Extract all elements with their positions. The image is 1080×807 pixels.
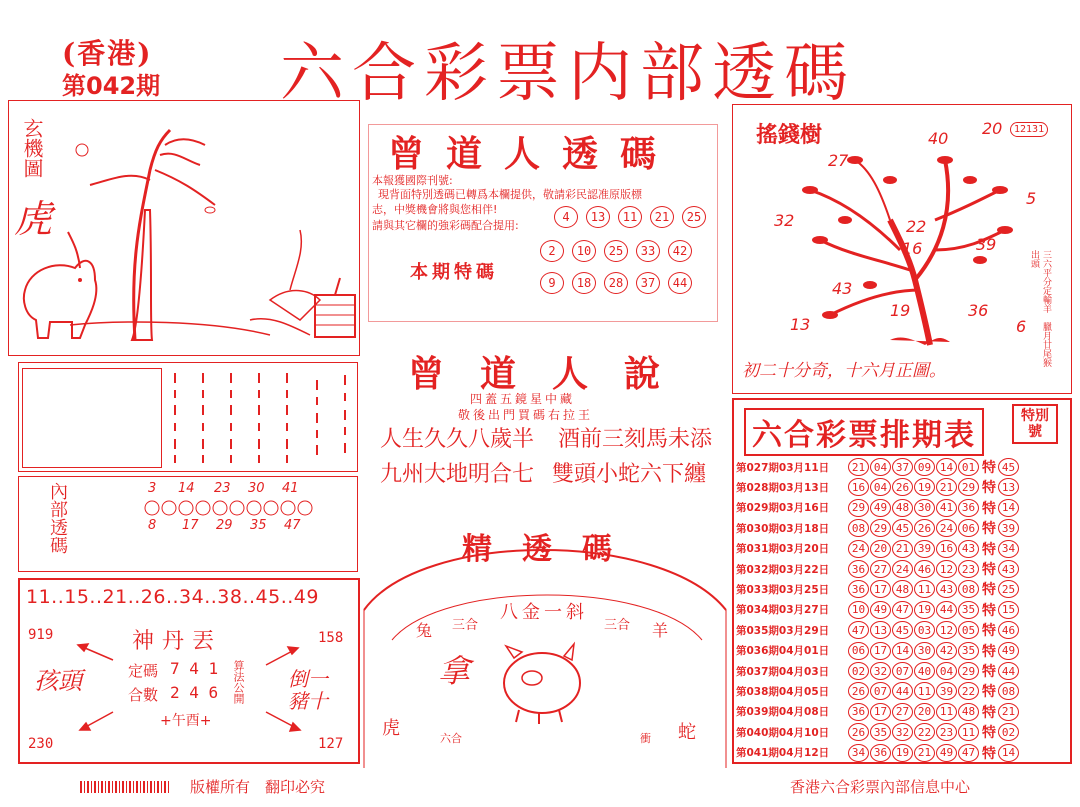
drawn-number: 36 [958,499,979,517]
drawn-number: 21 [936,478,957,496]
special-marker: 特 [982,684,996,701]
special-number: 45 [998,458,1019,476]
drawn-number: 29 [870,519,891,537]
grid-number: 11 [618,206,642,228]
schedule-row [736,559,1020,579]
method-note: 算法公開 [232,660,245,704]
drawn-number: 39 [914,540,935,558]
drawn-number: 22 [958,682,979,700]
mystery-drawing [10,110,360,355]
schedule-row [736,661,1020,681]
corner-top-right: 158 [318,630,344,646]
bottom-zodiac-note: +午酉+ [160,713,212,729]
inner-code-number: 17 [182,518,199,533]
special-marker: 特 [982,664,996,680]
drawn-number: 30 [914,499,935,517]
schedule-row [736,681,1020,701]
svg-text:13: 13 [790,315,811,334]
drawn-number: 48 [892,580,913,598]
drawn-number: 27 [870,560,891,578]
draw-date-label: 第037期04月03日 [736,665,830,678]
schedule-row [736,498,1020,518]
special-marker: 特 [982,643,996,660]
grid-number: 4 [554,206,578,228]
drawn-number: 49 [936,744,957,762]
inner-code-title: 內部透碼 [47,482,68,554]
special-marker: 特 [982,745,996,762]
drawn-number: 07 [892,662,913,680]
schedule-row [736,722,1020,742]
special-marker: 特 [982,704,996,721]
drawn-number: 12 [936,560,957,578]
grid-number: 42 [668,240,692,262]
drawn-number: 20 [870,540,891,558]
drawn-number: 14 [936,458,957,476]
region-label: (香港) [62,37,153,70]
special-marker: 特 [982,562,996,578]
draw-date-label: 第027期03月11日 [736,461,830,474]
special-marker: 特 [982,582,996,599]
barcode-icon [80,781,170,793]
notice-line-1: 本報獲國際刊號: [372,174,453,187]
special-number: 49 [998,642,1019,660]
verse-text: 八金一斜 [500,602,588,623]
drawn-number: 40 [914,662,935,680]
drawn-number: 07 [870,682,891,700]
inner-code-number: 23 [214,481,231,496]
special-marker: 特 [982,460,996,476]
schedule-row [736,620,1020,640]
grid-number: 18 [572,272,596,294]
drawn-number: 03 [914,621,935,639]
svg-text:36: 36 [968,301,989,320]
drawn-number: 23 [958,560,979,578]
drawn-number: 39 [936,682,957,700]
drawn-number: 36 [870,744,891,762]
special-number: 08 [998,682,1019,700]
corner-top-left: 919 [28,627,54,643]
drawn-number: 06 [848,642,869,660]
special-marker: 特 [982,602,996,619]
grid-number: 25 [682,206,706,228]
special-number: 14 [998,499,1019,517]
money-tree-badge: 12131 [1010,122,1048,137]
schedule-row [736,539,1020,559]
drawn-number: 16 [848,478,869,496]
svg-text:16: 16 [902,239,923,258]
draw-date-label: 第031期03月20日 [736,543,830,556]
bottom-left-animal: 虎 [382,718,400,739]
drawn-number: 36 [848,703,869,721]
drawn-number: 41 [936,499,957,517]
svg-text:19: 19 [890,301,911,320]
drawn-number: 02 [848,662,869,680]
poem-line-1b: 酒前三刻馬未添 [558,427,713,452]
drawn-number: 45 [892,621,913,639]
center-mid-sub-2: 敬後出門買碼右拉王 [458,408,594,422]
grid-number: 13 [586,206,610,228]
draw-date-label: 第029期03月16日 [736,502,830,515]
drawn-number: 46 [914,560,935,578]
inner-code-number: 35 [250,518,267,533]
drawn-number: 10 [848,601,869,619]
grid-number: 25 [604,240,628,262]
copyright-footer [80,776,325,797]
drawn-number: 48 [958,703,979,721]
poem-line-1a: 人生久久八歲半 [380,427,535,452]
drawn-number: 24 [892,560,913,578]
svg-text:5: 5 [1026,189,1037,208]
inner-code-number: 3 [148,481,157,496]
drawn-number: 34 [848,744,869,762]
schedule-row [736,457,1020,477]
drawn-number: 04 [870,478,891,496]
draw-date-label: 第038期04月05日 [736,685,830,698]
drawn-number: 42 [936,642,957,660]
drawn-number: 20 [914,703,935,721]
mystery-animal: 虎 [14,197,53,241]
drawn-number: 44 [892,682,913,700]
drawn-number: 29 [848,499,869,517]
drawn-number: 47 [848,621,869,639]
center-bottom-title: 精透碼 [462,532,642,567]
corner-bottom-right: 127 [318,736,344,752]
drawn-number: 35 [958,601,979,619]
special-marker: 特 [982,623,996,640]
schedule-row [736,641,1020,661]
drawn-number: 26 [848,682,869,700]
grid-number: 10 [572,240,596,262]
drawn-number: 21 [914,744,935,762]
svg-text:32: 32 [774,211,795,230]
drawn-number: 19 [892,744,913,762]
drawn-number: 04 [936,662,957,680]
special-number: 44 [998,662,1019,680]
poem-line-2b: 雙頭小蛇六下纏 [552,462,707,487]
arrow-lines [18,620,360,750]
pig-icon [494,638,594,726]
drawn-number: 49 [870,499,891,517]
center-top-title: 曾道人透碼 [388,133,679,175]
bottom-right-animal: 蛇 [678,722,696,743]
fixed-code-label: 定碼 [128,662,159,680]
drawn-number: 06 [958,519,979,537]
grid-number: 2 [540,240,564,262]
grid-number: 9 [540,272,564,294]
left-side-text: 孩頭 [34,667,82,695]
drawn-number: 48 [892,499,913,517]
money-tree-drawing [740,119,1037,350]
special-code-label: 本期特碼 [410,262,498,283]
drawn-number: 32 [870,662,891,680]
svg-text:39: 39 [976,235,997,254]
top-number-string: 11..15..21..26..34..38..45..49 [26,586,319,608]
drawn-number: 13 [870,621,891,639]
special-marker: 特 [982,521,996,538]
drawn-number: 04 [870,458,891,476]
svg-text:20: 20 [982,119,1003,138]
drawn-number: 47 [892,601,913,619]
draw-date-label: 第028期03月13日 [736,481,830,494]
combo-value: 2 4 6 [170,683,219,702]
drawn-number: 43 [958,540,979,558]
poem-line-2a: 九州大地明合七 [380,462,535,487]
special-number: 02 [998,723,1019,741]
right-animal: 羊 [652,621,669,640]
special-number: 25 [998,580,1019,598]
schedule-row [736,702,1020,722]
drawn-number: 24 [936,519,957,537]
bottom-right-tag: 衝 [640,732,651,745]
drawn-number: 29 [958,662,979,680]
notice-line-3: 志，中獎機會將與您相伴! [372,203,498,216]
draw-date-label: 第033期03月25日 [736,583,830,596]
special-number: 21 [998,703,1019,721]
draw-date-label: 第035期03月29日 [736,624,830,637]
drawn-number: 11 [936,703,957,721]
inner-code-number: 41 [282,481,299,496]
svg-text:40: 40 [928,129,949,148]
grid-number: 28 [604,272,628,294]
drawn-number: 35 [958,642,979,660]
drawn-number: 24 [848,540,869,558]
svg-text:43: 43 [832,279,853,298]
drawn-number: 49 [870,601,891,619]
svg-text:27: 27 [828,151,849,170]
center-mid-sub-1: 四蓋五鏡星中藏 [470,392,576,406]
special-number: 13 [998,478,1019,496]
drawn-number: 45 [892,519,913,537]
money-tree-note: 三六平分定輸羊 臘月廿尾猴出頭 [1029,250,1051,367]
money-tree-title: 搖錢樹 [756,122,823,148]
drawn-number: 11 [958,723,979,741]
vertical-columns [165,365,360,470]
schedule-row [736,579,1020,599]
center-number-grid [540,206,710,294]
special-number: 34 [998,540,1019,558]
drawn-number: 11 [914,580,935,598]
inner-code-number: 29 [216,518,233,533]
mystery-label: 玄機圖 [20,118,44,178]
grid-number: 21 [650,206,674,228]
grid-number: 37 [636,272,660,294]
middle-char: 拿 [438,652,471,690]
drawn-number: 26 [848,723,869,741]
drawn-number: 36 [848,560,869,578]
inner-code-number: 8 [148,518,157,533]
center-title: 神丹丟 [132,629,223,654]
drawn-number: 23 [936,723,957,741]
drawn-number: 35 [870,723,891,741]
drawn-number: 30 [914,642,935,660]
grid-number: 33 [636,240,660,262]
drawn-number: 47 [958,744,979,762]
corner-bottom-left: 230 [28,736,54,752]
drawn-number: 44 [936,601,957,619]
issue-number: 第042期 [62,72,161,100]
drawn-number: 05 [958,621,979,639]
left-tag: 三合 [452,618,479,633]
drawn-number: 08 [958,580,979,598]
right-tag: 三合 [604,618,631,633]
drawn-number: 17 [870,580,891,598]
drawn-number: 43 [936,580,957,598]
draw-date-label: 第040期04月10日 [736,726,830,739]
special-number: 46 [998,621,1019,639]
copyright-text: 版權所有 翻印必究 [190,778,326,796]
left-animal: 兔 [416,621,433,640]
special-marker: 特 [982,725,996,742]
schedule-row [736,518,1020,538]
schedule-row [736,600,1020,620]
drawn-number: 22 [914,723,935,741]
schedule-footer: 香港六合彩票內部信息中心 [790,778,971,796]
inner-code-number: 14 [178,481,195,496]
draw-date-label: 第039期04月08日 [736,706,830,719]
drawn-number: 26 [914,519,935,537]
drawn-number: 12 [936,621,957,639]
drawn-number: 32 [892,723,913,741]
special-number: 15 [998,601,1019,619]
special-number: 43 [998,560,1019,578]
combo-label: 合數 [128,686,159,704]
notice-line-4: 請與其它欄的強彩碼配合提用: [372,219,519,232]
inner-code-number: 47 [284,518,301,533]
schedule-title: 六合彩票排期表 [744,408,984,456]
drawn-number: 11 [914,682,935,700]
schedule-row [736,477,1020,497]
special-marker: 特 [982,500,996,517]
drawn-number: 21 [848,458,869,476]
draw-date-label: 第030期03月18日 [736,522,830,535]
svg-text:6: 6 [1016,317,1027,336]
drawn-number: 37 [892,458,913,476]
inner-code-number: 30 [248,481,265,496]
special-number: 39 [998,519,1019,537]
drawn-number: 19 [914,478,935,496]
drawn-number: 36 [848,580,869,598]
schedule-row [736,743,1020,763]
special-number: 14 [998,744,1019,762]
inner-code-circles [130,500,330,550]
draw-date-label: 第036期04月01日 [736,645,830,658]
drawn-number: 01 [958,458,979,476]
drawn-number: 17 [870,703,891,721]
bottom-left-tag: 六合 [440,732,462,745]
money-tree-caption: 初二十分奇，十六月正圖。 [742,361,946,381]
drawn-number: 19 [914,601,935,619]
draw-date-label: 第041期04月12日 [736,747,830,760]
notice-line-2: 現背面特別透碼已轉爲本欄提供，敬請彩民認准原版標 [378,188,642,201]
drawn-number: 16 [936,540,957,558]
fixed-code-value: 7 4 1 [170,659,219,678]
right-side-text: 倒一豬十 [288,667,328,713]
drawn-number: 29 [958,478,979,496]
special-tag: 特別號 [1012,404,1058,444]
drawn-number: 21 [892,540,913,558]
grid-number: 44 [668,272,692,294]
special-marker: 特 [982,480,996,497]
drawn-number: 08 [848,519,869,537]
drawn-number: 14 [892,642,913,660]
draw-date-label: 第034期03月27日 [736,604,830,617]
svg-text:22: 22 [906,217,927,236]
center-mid-title: 曾道人說 [408,353,697,395]
special-marker: 特 [982,541,996,558]
page-title: 六合彩票内部透碼 [280,37,856,111]
drawn-number: 09 [914,458,935,476]
drawn-number: 17 [870,642,891,660]
draw-date-label: 第032期03月22日 [736,563,830,576]
drawn-number: 27 [892,703,913,721]
drawn-number: 26 [892,478,913,496]
left-mid-sketch [22,368,162,468]
